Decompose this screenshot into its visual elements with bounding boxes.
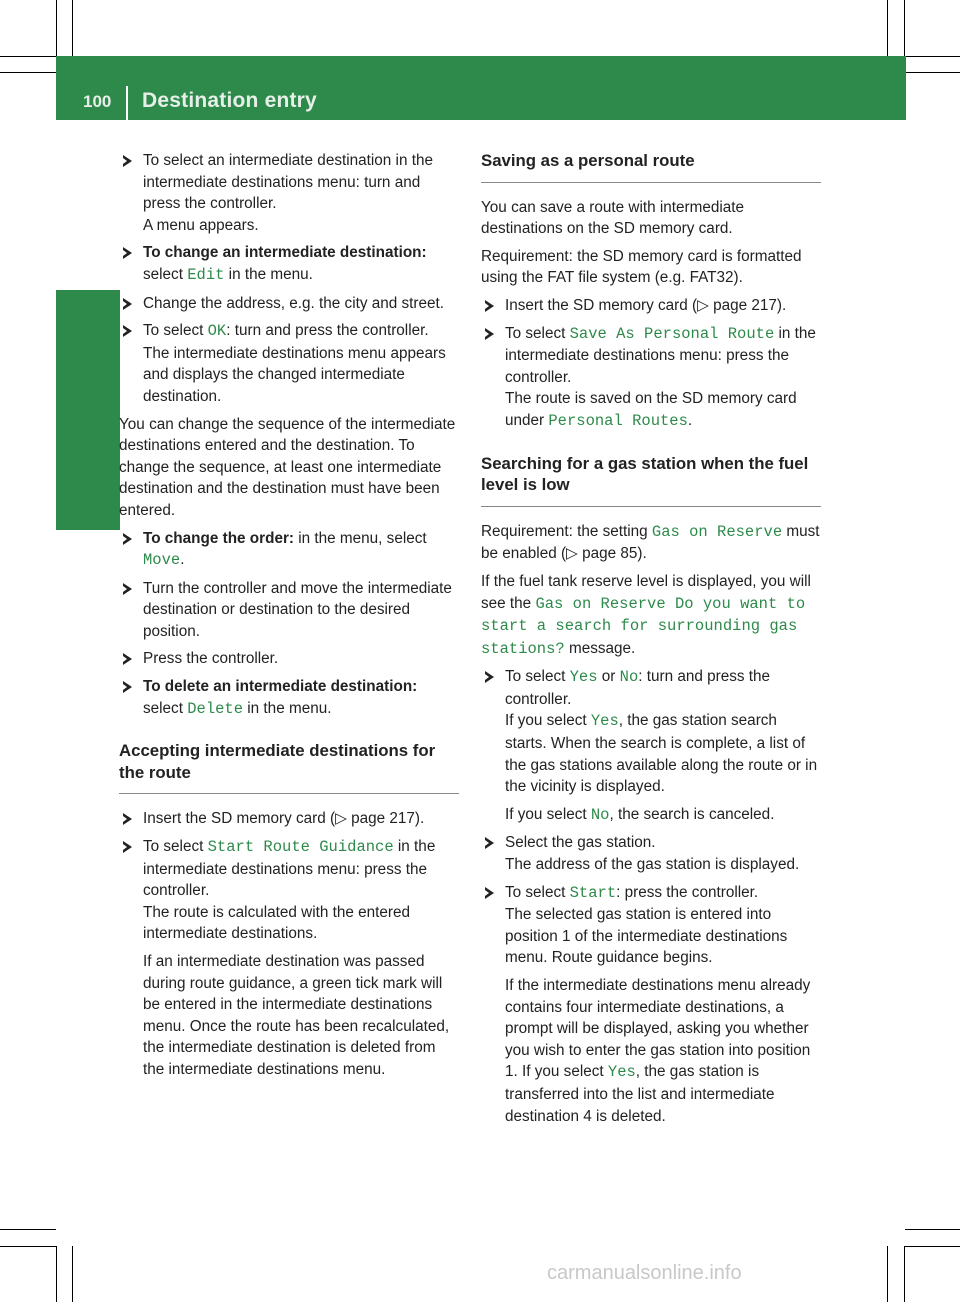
step-text: in the menu.	[224, 265, 313, 283]
step-text: .	[180, 551, 185, 569]
watermark: carmanualsonline.info	[547, 1262, 742, 1284]
paragraph-text: Requirement: the setting	[481, 522, 652, 540]
instruction-step	[119, 578, 459, 643]
instruction-step	[119, 150, 459, 236]
step-arrow-icon	[485, 837, 494, 849]
paragraph: Requirement: the SD memory card is formatted using the FAT file system (e.g. FAT32).	[481, 247, 802, 287]
section-label-text: Navigation	[66, 367, 91, 485]
menu-item-yes: Yes	[590, 712, 619, 731]
step-text: in the intermediate destinations menu: press the controller.	[505, 324, 816, 386]
step-note-text: If the intermediate destinations menu already contains four intermediate destinations, a prompt will be displayed, asking you whether you wish to enter the gas station into position 1. If you select	[505, 977, 811, 1081]
crop-mark	[905, 1246, 960, 1247]
step-arrow-icon	[485, 671, 494, 683]
step-arrow-icon	[485, 300, 494, 312]
step-text: in the intermediate destinations menu: press the controller.	[143, 838, 436, 900]
instruction-step	[119, 320, 459, 407]
menu-item-no: No	[619, 668, 639, 687]
instruction-step	[481, 832, 821, 875]
step-result: The address of the gas station is displayed.	[505, 856, 800, 874]
page-title: Destination entry	[142, 89, 317, 112]
section-heading: Accepting intermediate destinations for the route	[119, 740, 459, 794]
step-result: A menu appears.	[143, 216, 259, 234]
step-text: : turn and press the controller.	[226, 322, 429, 340]
paragraph: You can save a route with intermediate destinations on the SD memory card.	[481, 198, 745, 238]
display-message: Gas on Reserve Do you want to start a search for surrounding gas stations?	[481, 594, 806, 658]
menu-item-yes: Yes	[607, 1063, 636, 1082]
paragraph: You can change the sequence of the intermediate destinations entered and the destination. To change the sequence, at least one intermediate destination and the destination must have been entered.	[119, 415, 456, 519]
step-arrow-icon	[123, 681, 132, 693]
crop-mark	[905, 72, 960, 73]
step-text: in the menu.	[243, 699, 332, 717]
crop-mark	[904, 0, 905, 56]
step-arrow-icon	[123, 155, 132, 167]
paragraph-text: must be enabled (▷ page 85).	[481, 522, 820, 563]
menu-item-personal-routes: Personal Routes	[548, 411, 688, 430]
step-note	[481, 975, 821, 1127]
step-arrow-icon	[123, 298, 132, 310]
menu-item-move: Move	[143, 551, 181, 570]
step-note-text: If you select	[505, 805, 591, 823]
page-number: 100	[83, 92, 112, 111]
step-result: , the gas station search starts. When the search is complete, a list of the gas stations available along the route or in the vicinity is displayed.	[505, 712, 818, 796]
menu-item-yes: Yes	[569, 668, 598, 687]
step-result: The route is calculated with the entered intermediate destinations.	[143, 903, 411, 943]
menu-item-start: Start	[569, 883, 617, 902]
step-title: To change an intermediate destination:	[143, 244, 427, 262]
step-text: To select	[505, 883, 570, 901]
instruction-step	[481, 666, 821, 798]
step-text: To select an intermediate destination in the intermediate destinations menu: turn and press the controller.	[143, 152, 433, 213]
crop-mark	[905, 1229, 960, 1230]
step-result: If you select	[505, 712, 591, 730]
header-divider	[126, 86, 128, 120]
menu-item-save-as-personal-route: Save As Personal Route	[569, 324, 775, 343]
instruction-step	[119, 676, 459, 720]
step-result: The selected gas station is entered into position 1 of the intermediate destinations menu. Route guidance begins.	[505, 906, 788, 967]
instruction-step	[481, 295, 821, 317]
crop-mark	[905, 56, 960, 57]
step-text: To select	[505, 668, 570, 686]
crop-mark	[0, 56, 56, 57]
instruction-step	[119, 293, 459, 315]
crop-mark	[56, 1246, 57, 1302]
step-text: or	[597, 668, 620, 686]
crop-mark	[0, 1229, 56, 1230]
menu-item-edit: Edit	[187, 265, 225, 284]
step-title: To delete an intermediate destination:	[143, 678, 418, 696]
paragraph	[481, 571, 821, 660]
step-text: select	[143, 265, 188, 283]
paragraph	[481, 521, 821, 565]
step-arrow-icon	[123, 533, 132, 545]
step-text: Turn the controller and move the intermediate destination or destination to the desired position.	[143, 579, 452, 640]
menu-item-start-route-guidance: Start Route Guidance	[207, 838, 394, 857]
crop-mark	[887, 0, 888, 56]
crop-mark	[56, 0, 57, 56]
step-text: Insert the SD memory card (▷ page 217).	[505, 296, 787, 314]
section-label	[56, 365, 120, 545]
step-text: in the menu, select	[294, 529, 427, 547]
step-text: : press the controller.	[616, 883, 759, 901]
step-arrow-icon	[485, 328, 494, 340]
step-arrow-icon	[123, 247, 132, 259]
step-text: select	[143, 699, 188, 717]
left-column	[119, 150, 459, 1087]
step-arrow-icon	[485, 887, 494, 899]
paragraph-text: If the fuel tank reserve level is displayed, you will see the	[481, 572, 811, 612]
step-arrow-icon	[123, 583, 132, 595]
step-arrow-icon	[123, 813, 132, 825]
crop-mark	[904, 1246, 905, 1302]
crop-mark	[72, 0, 73, 56]
step-note: If an intermediate destination was passed during route guidance, a green tick mark will be entered in the intermediate destinations menu. Once the route has been recalculated, the intermediate destination is deleted from the intermediate destinations menu.	[143, 953, 450, 1078]
section-heading: Saving as a personal route	[481, 150, 821, 183]
crop-mark	[0, 1246, 56, 1247]
menu-item-delete: Delete	[187, 699, 244, 718]
step-note-text: , the gas station is transferred into the list and intermediate destination 4 is deleted.	[505, 1063, 775, 1125]
step-text: To select	[143, 838, 208, 856]
step-text: To select	[143, 322, 208, 340]
instruction-step	[119, 242, 459, 286]
step-result: The intermediate destinations menu appears and displays the changed intermediate destination.	[143, 344, 446, 405]
step-note	[481, 804, 821, 827]
step-text: : turn and press the controller.	[505, 668, 771, 708]
crop-mark	[887, 1246, 888, 1302]
right-column	[481, 150, 821, 1133]
step-result: The route is saved on the SD memory card under	[505, 390, 797, 429]
step-text: Insert the SD memory card (▷ page 217).	[143, 810, 425, 828]
step-arrow-icon	[123, 325, 132, 337]
section-heading: Searching for a gas station when the fuel level is low	[481, 453, 821, 507]
paragraph-text: message.	[564, 639, 636, 657]
step-text: To select	[505, 324, 570, 342]
step-text: Select the gas station.	[505, 834, 656, 852]
instruction-step	[481, 323, 821, 433]
instruction-step	[119, 836, 459, 945]
instruction-step	[119, 808, 459, 830]
instruction-step	[481, 882, 821, 969]
menu-item-no: No	[590, 805, 610, 824]
step-arrow-icon	[123, 653, 132, 665]
crop-mark	[0, 72, 56, 73]
step-title: To change the order:	[143, 529, 294, 547]
step-text: Press the controller.	[143, 650, 279, 668]
menu-item-ok: OK	[207, 322, 227, 341]
step-note-text: , the search is canceled.	[609, 805, 775, 823]
crop-mark	[72, 1246, 73, 1302]
menu-item-gas-on-reserve: Gas on Reserve	[651, 522, 783, 541]
instruction-step	[119, 528, 459, 572]
step-text: Change the address, e.g. the city and street.	[143, 294, 445, 312]
step-result: .	[687, 411, 693, 429]
step-arrow-icon	[123, 841, 132, 853]
instruction-step	[119, 648, 459, 670]
